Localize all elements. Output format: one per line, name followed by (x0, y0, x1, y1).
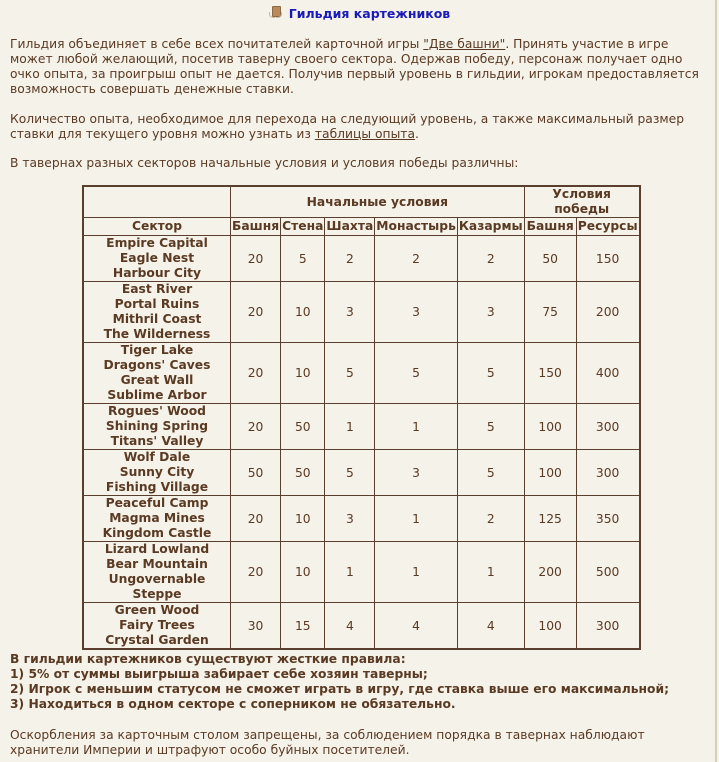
sector-names: Tiger Lake Dragons' Caves Great Wall Sublime Arbor (83, 343, 231, 404)
mine-value: 5 (325, 450, 375, 496)
sector-names: Rogues' Wood Shining Spring Titans' Valley (83, 404, 231, 450)
start-conditions-header: Начальные условия (231, 186, 525, 218)
tower-value: 20 (231, 542, 281, 603)
table-row (83, 343, 640, 404)
wall-value: 10 (281, 496, 325, 542)
intro-paragraph (10, 37, 710, 97)
page-header (0, 6, 719, 24)
tower-value: 20 (231, 282, 281, 343)
rule-item: 2) Игрок с меньшим статусом не сможет играть в игру, где ставка выше его максимальной; (10, 682, 669, 696)
wall-value: 50 (281, 450, 325, 496)
barracks-value: 5 (457, 450, 524, 496)
col-wall: Стена (281, 218, 325, 236)
sector-names: Lizard Lowland Bear Mountain Ungovernable Steppe (83, 542, 231, 603)
wall-value: 15 (281, 603, 325, 650)
resources-value: 300 (576, 450, 640, 496)
col-sector: Сектор (83, 218, 231, 236)
tower-value: 20 (231, 236, 281, 282)
mine-value: 2 (325, 236, 375, 282)
table-row (83, 496, 640, 542)
col-barracks: Казармы (457, 218, 524, 236)
rule-item: 3) Находиться в одном секторе с соперником не обязательно. (10, 697, 456, 711)
sector-names: East River Portal Ruins Mithril Coast The Wilderness (83, 282, 231, 343)
victory-tower-value: 100 (524, 450, 576, 496)
mine-value: 1 (325, 542, 375, 603)
mine-value: 4 (325, 603, 375, 650)
resources-value: 300 (576, 404, 640, 450)
intro-text-cont: . Принять участие в игре может любой желающий, посетив таверну своего сектора. Одержав победу, персонаж получает одно очко опыта, за проигрыш опыт не дается. Получив первый уровень в гильдии, игрокам предоставляется возможность совершать денежные ставки. (10, 37, 699, 96)
barracks-value: 3 (457, 282, 524, 343)
guild-card-icon (269, 6, 282, 19)
tower-value: 30 (231, 603, 281, 650)
tower-value: 20 (231, 496, 281, 542)
monastery-value: 3 (375, 282, 458, 343)
experience-paragraph (10, 112, 710, 142)
victory-tower-value: 50 (524, 236, 576, 282)
victory-tower-value: 100 (524, 404, 576, 450)
rule-item: 1) 5% от суммы выигрыша забирает себе хозяин таверны; (10, 667, 428, 681)
two-towers-link[interactable]: "Две башни" (423, 37, 506, 51)
mine-value: 5 (325, 343, 375, 404)
tower-value: 50 (231, 450, 281, 496)
mine-value: 3 (325, 282, 375, 343)
wall-value: 50 (281, 404, 325, 450)
mine-value: 1 (325, 404, 375, 450)
sector-names: Green Wood Fairy Trees Crystal Garden (83, 603, 231, 650)
barracks-value: 4 (457, 603, 524, 650)
col-mine: Шахта (325, 218, 375, 236)
table-row (83, 236, 640, 282)
monastery-value: 1 (375, 404, 458, 450)
victory-tower-value: 100 (524, 603, 576, 650)
barracks-value: 5 (457, 404, 524, 450)
footer-paragraph: Оскорбления за карточным столом запрещены, за соблюдением порядка в тавернах наблюдают хранители Империи и штрафуют особо буйных посетителей. (10, 728, 645, 757)
monastery-value: 3 (375, 450, 458, 496)
monastery-value: 2 (375, 236, 458, 282)
col-monastery: Монастырь (375, 218, 458, 236)
table-row (83, 450, 640, 496)
monastery-value: 4 (375, 603, 458, 650)
victory-conditions-header: Условия победы (524, 186, 640, 218)
col-resources: Ресурсы (576, 218, 640, 236)
resources-value: 200 (576, 282, 640, 343)
monastery-value: 1 (375, 496, 458, 542)
wall-value: 10 (281, 343, 325, 404)
resources-value: 500 (576, 542, 640, 603)
barracks-value: 5 (457, 343, 524, 404)
resources-value: 400 (576, 343, 640, 404)
victory-tower-value: 150 (524, 343, 576, 404)
wall-value: 10 (281, 542, 325, 603)
table-row (83, 603, 640, 650)
table-group-header-row (83, 186, 640, 218)
table-row (83, 282, 640, 343)
wall-value: 5 (281, 236, 325, 282)
sector-names: Peaceful Camp Magma Mines Kingdom Castle (83, 496, 231, 542)
resources-value: 350 (576, 496, 640, 542)
table-row (83, 542, 640, 603)
rules-heading: В гильдии картежников существуют жесткие правила: (10, 652, 406, 666)
barracks-value: 2 (457, 236, 524, 282)
col-victory-tower: Башня (524, 218, 576, 236)
experience-text-end: . (414, 127, 419, 141)
wall-value: 10 (281, 282, 325, 343)
victory-tower-value: 75 (524, 282, 576, 343)
tower-value: 20 (231, 343, 281, 404)
resources-value: 300 (576, 603, 640, 650)
barracks-value: 2 (457, 496, 524, 542)
resources-value: 150 (576, 236, 640, 282)
experience-text: Количество опыта, необходимое для перехода на следующий уровень, а также максимальный размер ставки для текущего уровня можно узнать из (10, 112, 685, 141)
sector-conditions-table (82, 185, 641, 650)
mine-value: 3 (325, 496, 375, 542)
guild-rules (10, 652, 669, 712)
page-title: Гильдия картежников (288, 6, 451, 21)
experience-table-link[interactable]: таблицы опыта (314, 127, 415, 141)
victory-tower-value: 125 (524, 496, 576, 542)
barracks-value: 1 (457, 542, 524, 603)
table-column-header-row (83, 218, 640, 236)
table-intro: В тавернах разных секторов начальные условия и условия победы различны: (10, 156, 519, 170)
intro-text: Гильдия объединяет в себе всех почитателей карточной игры (10, 37, 424, 51)
monastery-value: 1 (375, 542, 458, 603)
empty-header-cell (83, 186, 231, 218)
col-tower: Башня (231, 218, 281, 236)
monastery-value: 5 (375, 343, 458, 404)
table-row (83, 404, 640, 450)
sector-names: Wolf Dale Sunny City Fishing Village (83, 450, 231, 496)
tower-value: 20 (231, 404, 281, 450)
victory-tower-value: 200 (524, 542, 576, 603)
sector-names: Empire Capital Eagle Nest Harbour City (83, 236, 231, 282)
